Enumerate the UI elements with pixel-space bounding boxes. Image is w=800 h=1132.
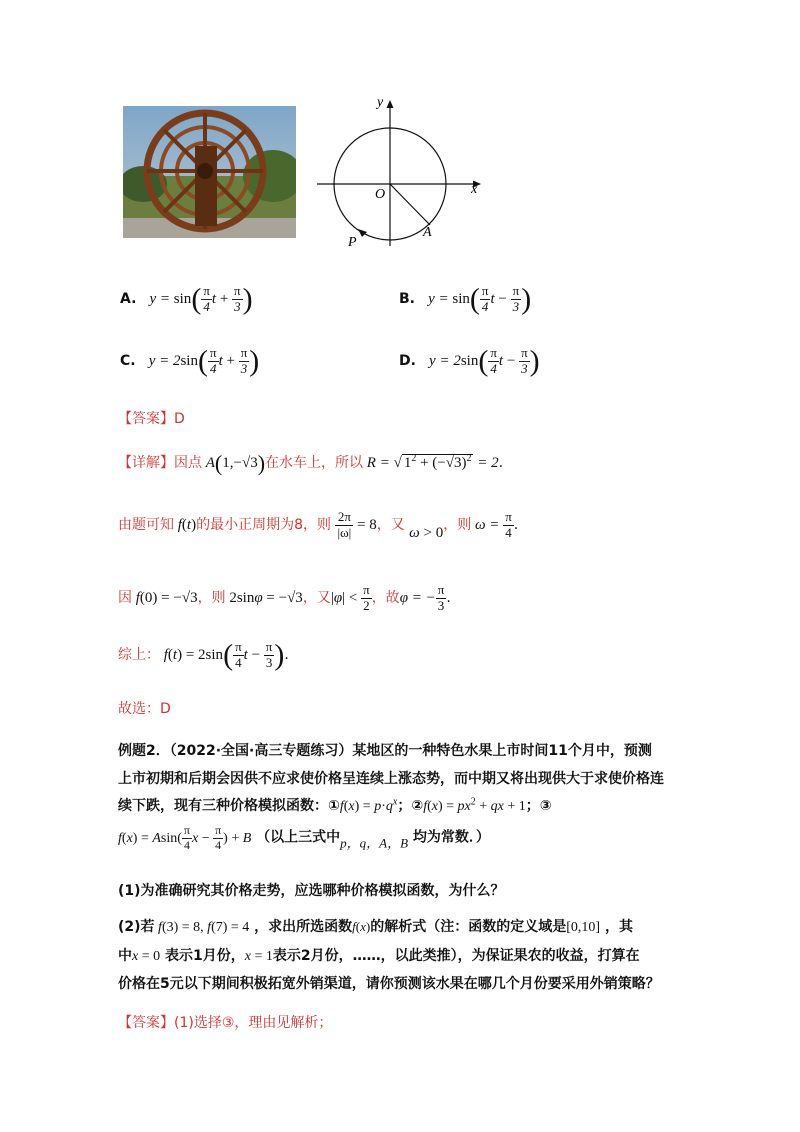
unit-circle-diagram (313, 92, 493, 252)
answer-2: 【答案】(1)选择③，理由见解析； (118, 1015, 333, 1031)
origin-label: O (375, 187, 386, 202)
water-wheel-photo (123, 106, 296, 238)
question-2-line-3: 价格在5元以下期间积极拓宽外销渠道，请你预测该水果在哪几个月份要采用外销策略？ (118, 976, 660, 992)
option-B-label: B. (399, 290, 415, 307)
detail-line-1: 【详解】因点 A(1,−√3)在水车上，所以 R = √ $1^2 + (-√3)^2 = 2$. (118, 450, 504, 476)
x-label: x (471, 182, 478, 197)
point-P-label: P (348, 235, 357, 250)
question-2-line-2: 中x = 0 表示1月份，x = 1表示2月份，……，以此类推），为保证果农的收益，打算在 (118, 948, 640, 964)
rotation-arrow (358, 229, 367, 237)
answer-1: 【答案】D (118, 411, 185, 427)
option-C-label: C. (120, 352, 136, 369)
example2-line-1: 例题2．（2022·全国·高三专题练习）某地区的一种特色水果上市时间11个月中，预测 (118, 743, 652, 759)
question-1: (1)为准确研究其价格走势，应选哪种价格模拟函数，为什么？ (118, 883, 505, 899)
detail-line-3: 因 f(0) = −√3，则 2sinφ = −√3，又|φ| < $\frac{\pi}{2}$ ，故φ = − $\frac{\pi}{3}$ . (118, 582, 451, 613)
option-D-label: D. (399, 352, 416, 369)
option-A[interactable]: A. y = sin( $\frac{\pi}{4}$ t + $\frac{\pi}{3}$ ) (120, 282, 253, 316)
option-D[interactable]: D. y = 2sin( $\frac{\pi}{4}$ t − $\frac{\pi}{3}$ ) (399, 344, 540, 378)
detail-line-5: 故选：D (118, 701, 171, 717)
example2-line-3: 续下跌，现有三种价格模拟函数：①f(x) = $p\cdot q^x$；②f(x) = $px^2$ + qx + 1；③ (118, 796, 552, 814)
y-label: y (377, 95, 384, 110)
example2-line-2: 上市初期和后期会因供不应求使价格呈连续上涨态势，而中期又将出现供大于求使价格连 (118, 771, 664, 787)
example2-line-4: f(x) = Asin( $\frac{\pi}{4}$ x − $\frac{\pi}{4}$ ) + B （以上三式中p，q，A，B 均为常数．） (118, 823, 490, 852)
detail-line-2: 由题可知 f(t)的最小正周期为8，则 $\frac{2\pi}{|\omega|}$ = 8，又 ω > 0，则 ω = $\frac{\pi}{4}$ . (118, 509, 519, 541)
radius-OA (390, 184, 430, 225)
option-A-label: A. (120, 290, 137, 307)
option-C[interactable]: C. y = 2sin( $\frac{\pi}{4}$ t + $\frac{\pi}{3}$ ) (120, 344, 260, 378)
point-A-label: A (423, 225, 432, 240)
option-B[interactable]: B. y = sin( $\frac{\pi}{4}$ t − $\frac{\pi}{3}$ ) (399, 282, 532, 316)
detail-line-4: 综上： f(t) = 2sin( $\frac{\pi}{4}$ t − $\frac{\pi}{3}$ ). (118, 638, 289, 672)
y-axis-arrow (387, 100, 394, 108)
question-2-line-1: (2)若 f(3) = 8, f(7) = 4 ，求出所选函数f(x)的解析式（注：函数的定义域是[0,10] ，其 (118, 919, 633, 935)
